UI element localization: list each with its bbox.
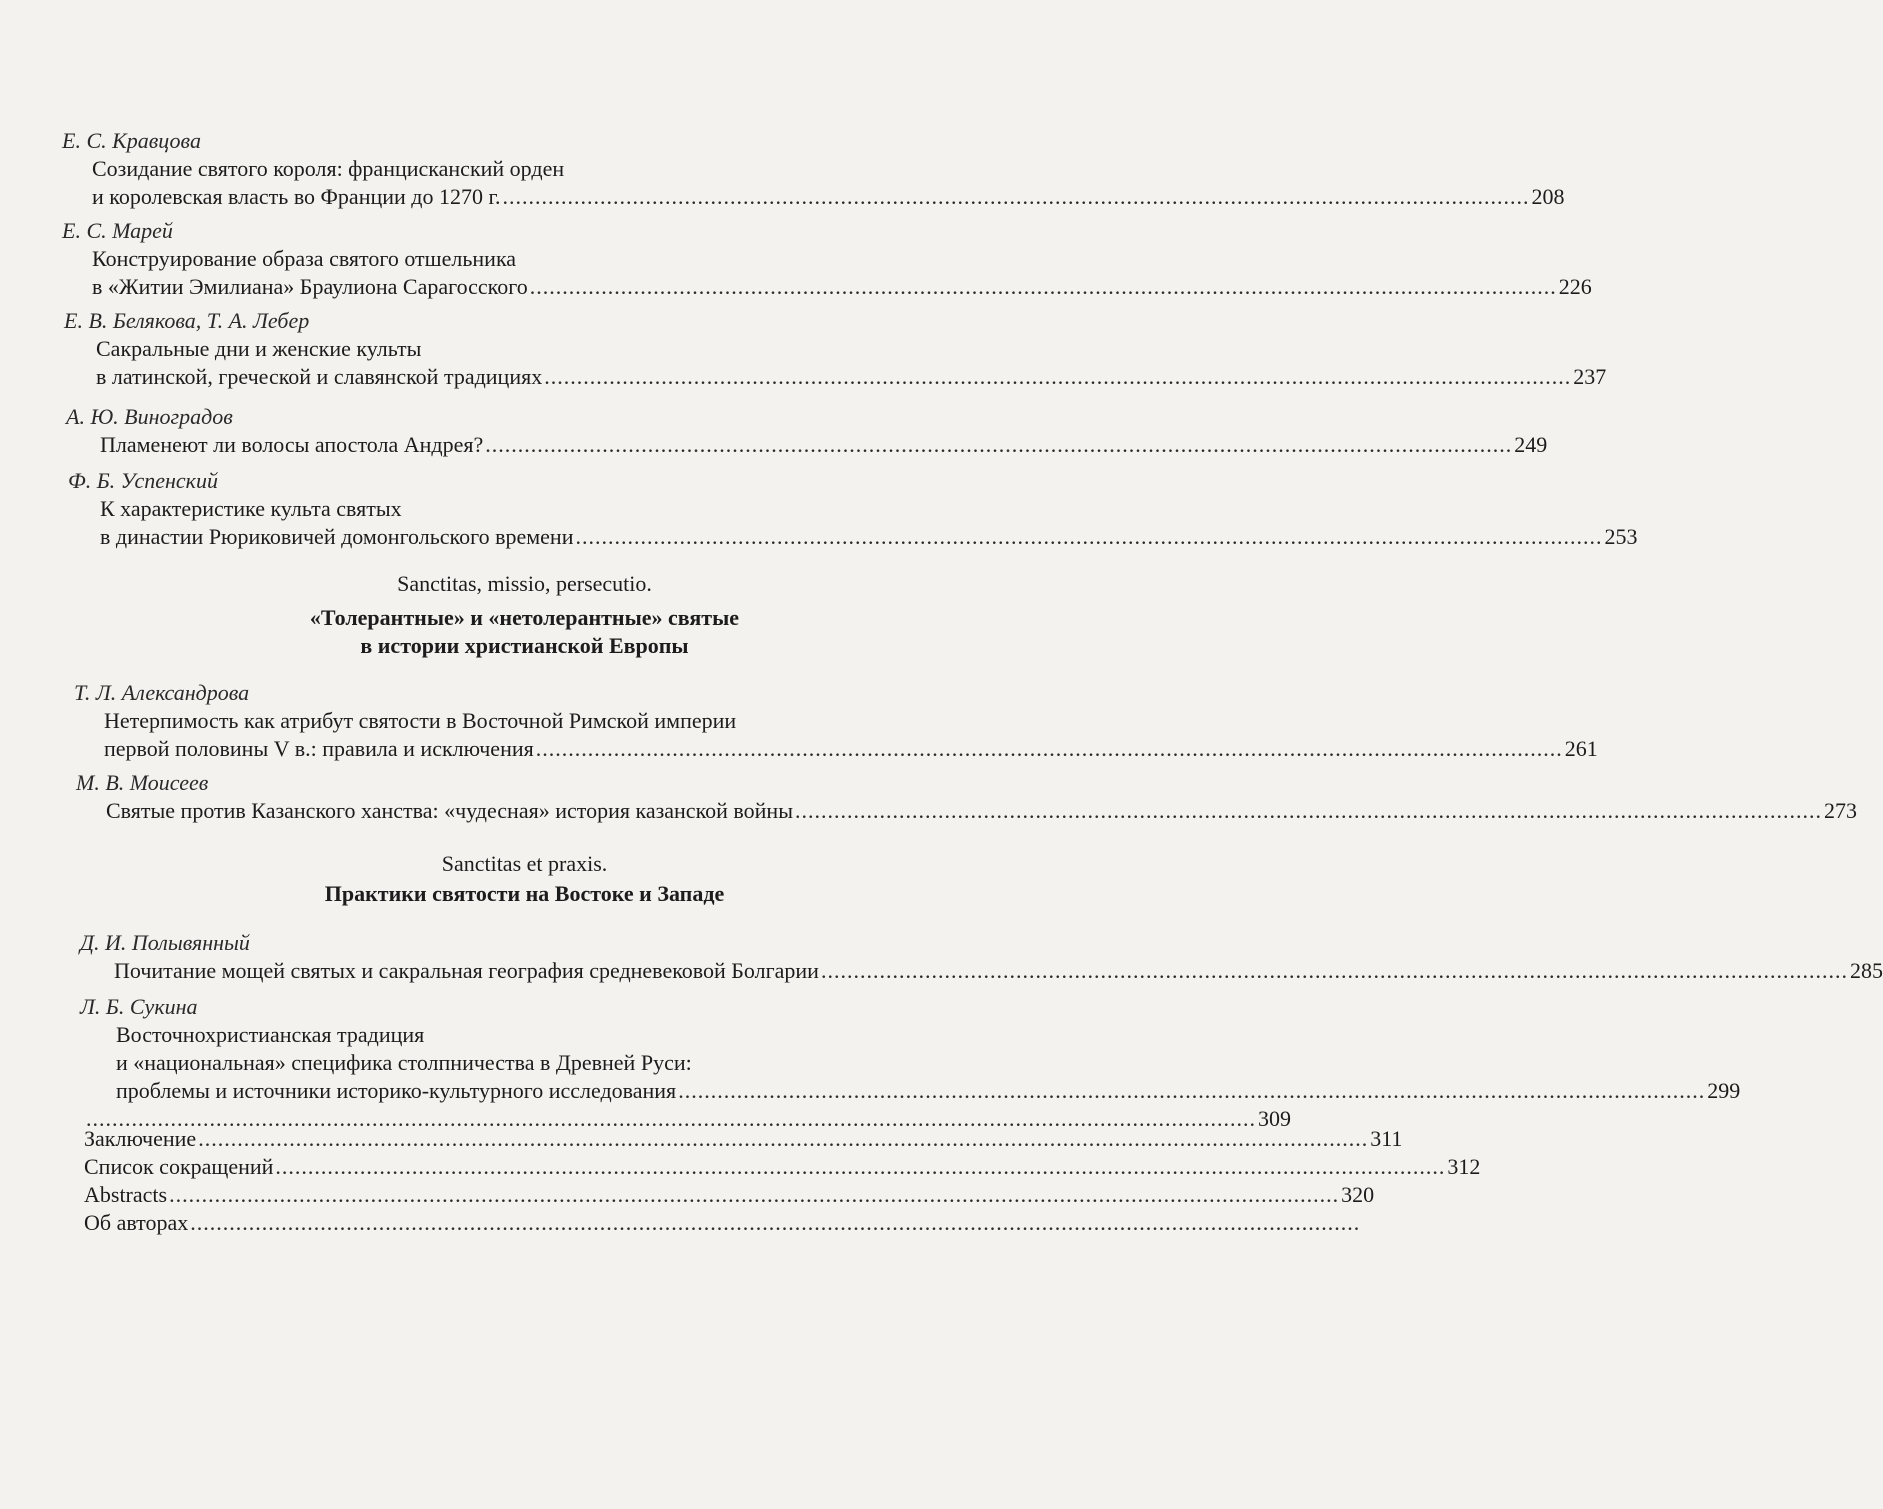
toc-author: Е. С. Кравцова [62, 128, 201, 153]
toc-author: Т. Л. Александрова [74, 680, 250, 705]
toc-leader-dots: .............................................................................................................................................................. [820, 958, 1848, 983]
toc-entry-title-last: проблемы и источники историко-культурного исследования [116, 1078, 677, 1103]
toc-page-number: 311 [1370, 1126, 1403, 1151]
toc-leader-dots: .............................................................................................................................................................. [535, 736, 1563, 761]
toc-entry-title-last: Почитание мощей святых и сакральная география средневековой Болгарии [114, 958, 819, 983]
section-subtitle: в истории христианской Европы [360, 633, 689, 658]
toc-leader-dots: .............................................................................................................................................................. [575, 524, 1603, 549]
toc-entry-row [100, 524, 1638, 550]
section-title: Sanctitas, missio, persecutio. [397, 571, 652, 596]
toc-back-label: Список сокращений [84, 1154, 274, 1179]
toc-entry-row [96, 364, 1607, 390]
toc-entry-title-last: Святые против Казанского ханства: «чудесная» история казанской войны [106, 798, 793, 823]
toc-page-number: 320 [1341, 1182, 1375, 1207]
toc-entry-title: Конструирование образа святого отшельника [92, 246, 517, 271]
toc-back-label: Abstracts [84, 1182, 168, 1207]
toc-leader-dots: .............................................................................................................................................................. [485, 432, 1513, 457]
toc-entry-title-last: и королевская власть во Франции до 1270 г. [92, 184, 501, 209]
toc-leader-dots: .............................................................................................................................................................. [529, 274, 1557, 299]
toc-leader-dots: .................................................................................................................................................................................... [275, 1154, 1446, 1179]
toc-entry-title-last: Пламенеют ли волосы апостола Андрея? [100, 432, 484, 457]
toc-page-number: 253 [1604, 524, 1638, 549]
toc-back-row [84, 1154, 1481, 1180]
toc-page-number: 261 [1564, 736, 1598, 761]
toc-back-label: Об авторах [84, 1210, 189, 1235]
toc-leader-dots: .................................................................................................................................................................................... [86, 1106, 1256, 1131]
section-title: Sanctitas et praxis. [441, 851, 608, 876]
toc-entry-title-last: в «Житии Эмилиана» Браулиона Сарагосского [92, 274, 528, 299]
toc-entry-title: Нетерпимость как атрибут святости в Восточной Римской империи [104, 708, 737, 733]
toc-author: Е. В. Белякова, Т. А. Лебер [64, 308, 310, 333]
toc-entry-row [100, 432, 1548, 458]
toc-back-row [84, 1182, 1375, 1208]
toc-page-number: 273 [1823, 798, 1857, 823]
toc-leader-dots: .................................................................................................................................................................................... [190, 1210, 1361, 1235]
toc-author: Л. Б. Сукина [80, 994, 198, 1019]
toc-entry-row [116, 1078, 1741, 1104]
toc-page-number: 312 [1447, 1154, 1481, 1179]
section-subtitle: «Толерантные» и «нетолерантные» святые [309, 605, 740, 630]
toc-page-number: 309 [1258, 1106, 1291, 1131]
toc-page-number: 226 [1558, 274, 1592, 299]
toc-entry-title: Сакральные дни и женские культы [96, 336, 422, 361]
toc-leader-dots: .............................................................................................................................................................. [502, 184, 1530, 209]
toc-leader-dots: .............................................................................................................................................................. [544, 364, 1572, 389]
toc-page-number: 285 [1849, 958, 1883, 983]
toc-page-number: 299 [1707, 1078, 1741, 1103]
toc-back-row [84, 1126, 1403, 1152]
toc-page-number: 249 [1514, 432, 1548, 457]
toc-entry-title-last: в династии Рюриковичей домонгольского времени [100, 524, 574, 549]
toc-entry-row [92, 274, 1592, 300]
toc-entry-title: Созидание святого короля: францисканский орден [92, 156, 565, 181]
toc-leader-dots: .................................................................................................................................................................................... [169, 1182, 1340, 1207]
toc-page-number: 208 [1531, 184, 1565, 209]
toc-back-row [84, 1210, 1361, 1236]
toc-entry-row [106, 798, 1857, 824]
toc-entry-title: и «национальная» специфика столпничества в Древней Руси: [116, 1050, 692, 1075]
toc-author: Ф. Б. Успенский [68, 468, 218, 493]
toc-entry-title-last: в латинской, греческой и славянской традициях [96, 364, 543, 389]
toc-page-number: 237 [1573, 364, 1607, 389]
toc-leader-dots: .............................................................................................................................................................. [678, 1078, 1706, 1103]
toc-leader-dots: .............................................................................................................................................................. [794, 798, 1822, 823]
toc-entry-title-last: первой половины V в.: правила и исключения [104, 736, 534, 761]
toc-entry-title: К характеристике культа святых [100, 496, 402, 521]
section-subtitle: Практики святости на Востоке и Западе [324, 881, 725, 906]
toc-author: М. В. Моисеев [76, 770, 209, 795]
toc-author: Е. С. Марей [62, 218, 173, 243]
toc-author: А. Ю. Виноградов [66, 404, 233, 429]
toc-back-label: Заключение [84, 1126, 197, 1151]
toc-entry-row [104, 736, 1598, 762]
toc-entry-row [92, 184, 1565, 210]
toc-entry-row [114, 958, 1883, 984]
toc-author: Д. И. Полывянный [80, 930, 250, 955]
toc-leader-dots: .................................................................................................................................................................................... [198, 1126, 1369, 1151]
toc-entry-title: Восточнохристианская традиция [116, 1022, 425, 1047]
